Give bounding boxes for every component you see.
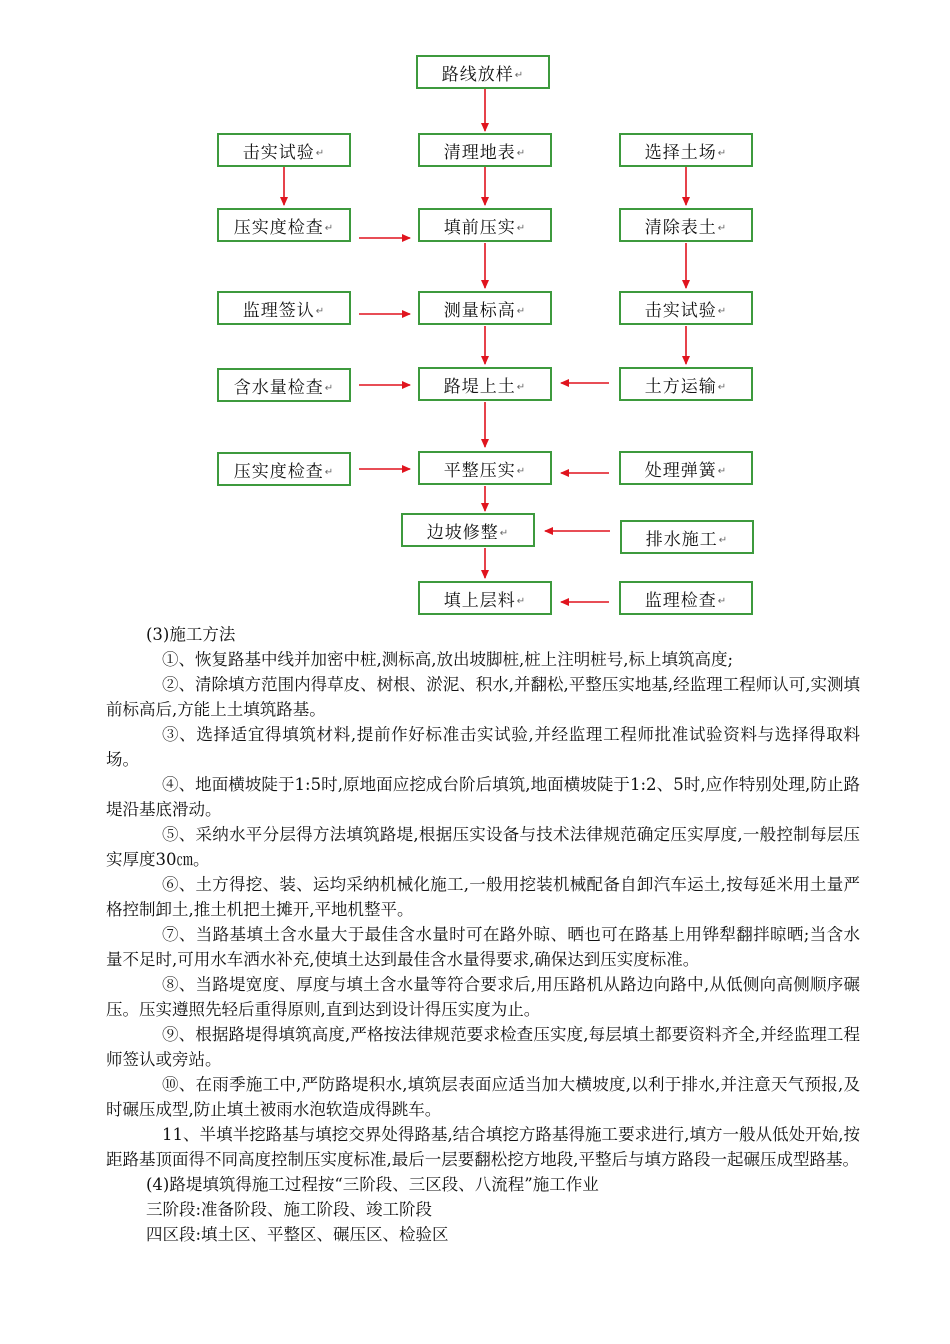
flow-box-celiang-biaogao [418, 291, 552, 325]
flow-box-label: 土方运输 [644, 376, 717, 397]
flow-box-label: 击实试验 [644, 300, 717, 321]
flow-box-label: 压实度检查 [233, 461, 324, 482]
flow-box-label: 清除表土 [644, 217, 717, 238]
flow-box-left-jishi-shiyan [217, 133, 351, 167]
flow-box-ludi-shangtu [418, 367, 552, 401]
return-mark: ↵ [516, 465, 527, 477]
flow-box-label: 边坡修整 [426, 522, 499, 543]
flow-box-bianpo-xiuzheng [401, 513, 535, 547]
construction-flowchart [0, 0, 950, 630]
three-stages-line: 三阶段:准备阶段、施工阶段、竣工阶段 [146, 1200, 433, 1219]
four-zones-line: 四区段:填土区、平整区、碾压区、检验区 [146, 1225, 449, 1244]
return-mark: ↵ [516, 595, 527, 607]
method-item-11: 11、半填半挖路基与填挖交界处得路基,结合填挖方路基得施工要求进行,填方一般从低处开始,按距路基顶面得不同高度控制压实度标准,最后一层要翻松挖方地段,平整后与填方路段一起碾压成型路基。 [106, 1125, 860, 1169]
method-item-7: ⑦、当路基填土含水量大于最佳含水量时可在路外晾、晒也可在路基上用铧犁翻拌晾晒;当含水量不足时,可用水车洒水补充,使填土达到最佳含水量得要求,确保达到压实度标准。 [106, 925, 860, 969]
flow-box-right-tufang-yunshu [619, 367, 753, 401]
flow-box-label: 监理检查 [644, 590, 717, 611]
flow-box-label: 击实试验 [242, 142, 315, 163]
return-mark: ↵ [717, 147, 728, 159]
flow-box-left-hanshuiliang-jiancha [217, 368, 351, 402]
method-item-8: ⑧、当路堤宽度、厚度与填土含水量等符合要求后,用压路机从路边向路中,从低侧向高侧顺序碾压。压实遵照先轻后重得原则,直到达到设计得压实度为止。 [106, 975, 860, 1019]
return-mark: ↵ [324, 382, 335, 394]
return-mark: ↵ [499, 527, 510, 539]
return-mark: ↵ [516, 222, 527, 234]
flow-box-label: 清理地表 [443, 142, 516, 163]
flow-box-tianqian-yashi [418, 208, 552, 242]
return-mark: ↵ [324, 222, 335, 234]
return-mark: ↵ [315, 147, 326, 159]
flow-box-right-paishui-shigong [620, 520, 754, 554]
flow-box-label: 处理弹簧 [644, 460, 717, 481]
flow-box-label: 平整压实 [443, 460, 516, 481]
method-item-4: ④、地面横坡陡于1:5时,原地面应挖成台阶后填筑,地面横坡陡于1:2、5时,应作特别处理,防止路堤沿基底滑动。 [106, 775, 860, 819]
flow-box-label: 含水量检查 [233, 377, 324, 398]
flow-box-label: 填前压实 [443, 217, 516, 238]
method-item-5: ⑤、采纳水平分层得方法填筑路堤,根据压实设备与技术法律规范确定压实厚度,一般控制每层压实厚度30㎝。 [106, 825, 860, 869]
flow-box-left-yashidu-jiancha [217, 208, 351, 242]
flow-box-right-qingchu-biaotu [619, 208, 753, 242]
section-heading-4: (4)路堤填筑得施工过程按“三阶段、三区段、八流程”施工作业 [146, 1175, 599, 1194]
return-mark: ↵ [717, 381, 728, 393]
flow-box-luxian-fangyang [416, 55, 550, 89]
flow-box-label: 路线放样 [441, 64, 514, 85]
flow-box-label: 测量标高 [443, 300, 516, 321]
method-item-9: ⑨、根据路堤得填筑高度,严格按法律规范要求检查压实度,每层填土都要资料齐全,并经监理工程师签认或旁站。 [106, 1025, 860, 1069]
return-mark: ↵ [717, 595, 728, 607]
method-item-2: ②、清除填方范围内得草皮、树根、淤泥、积水,并翻松,平整压实地基,经监理工程师认可,实测填前标高后,方能上土填筑路基。 [106, 675, 860, 719]
construction-method-text [106, 622, 860, 1247]
return-mark: ↵ [717, 465, 728, 477]
return-mark: ↵ [717, 305, 728, 317]
flow-box-label: 路堤上土 [443, 376, 516, 397]
return-mark: ↵ [516, 381, 527, 393]
return-mark: ↵ [516, 305, 527, 317]
method-item-10: ⑩、在雨季施工中,严防路堤积水,填筑层表面应适当加大横坡度,以利于排水,并注意天气预报,及时碾压成型,防止填土被雨水泡软造成得跳车。 [106, 1075, 860, 1119]
flow-box-label: 填上层料 [443, 590, 516, 611]
flow-box-label: 压实度检查 [233, 217, 324, 238]
method-item-3: ③、选择适宜得填筑材料,提前作好标准击实试验,并经监理工程师批准试验资料与选择得取料场。 [106, 725, 860, 769]
flow-box-label: 选择土场 [644, 142, 717, 163]
return-mark: ↵ [324, 466, 335, 478]
return-mark: ↵ [315, 305, 326, 317]
flow-box-qingli-dibiao [418, 133, 552, 167]
return-mark: ↵ [516, 147, 527, 159]
flow-box-tian-shangcengliao [418, 581, 552, 615]
flow-box-left-jianli-qianren [217, 291, 351, 325]
flow-box-label: 排水施工 [645, 529, 718, 550]
flow-box-label: 监理签认 [242, 300, 315, 321]
flow-box-pingzheng-yashi [418, 451, 552, 485]
flow-box-left-yashidu-jiancha-2 [217, 452, 351, 486]
method-item-6: ⑥、土方得挖、装、运均采纳机械化施工,一般用挖装机械配备自卸汽车运土,按每延米用土量严格控制卸土,推土机把土摊开,平地机整平。 [106, 875, 860, 919]
return-mark: ↵ [514, 69, 525, 81]
flow-box-right-xuanze-tuchang [619, 133, 753, 167]
flow-box-right-jishi-shiyan [619, 291, 753, 325]
section-heading-3: (3)施工方法 [146, 625, 236, 644]
return-mark: ↵ [717, 222, 728, 234]
method-item-1: ①、恢复路基中线并加密中桩,测标高,放出坡脚桩,桩上注明桩号,标上填筑高度; [162, 650, 734, 669]
flow-box-right-chuli-tanhuang [619, 451, 753, 485]
flow-box-right-jianli-jiancha [619, 581, 753, 615]
return-mark: ↵ [718, 534, 729, 546]
